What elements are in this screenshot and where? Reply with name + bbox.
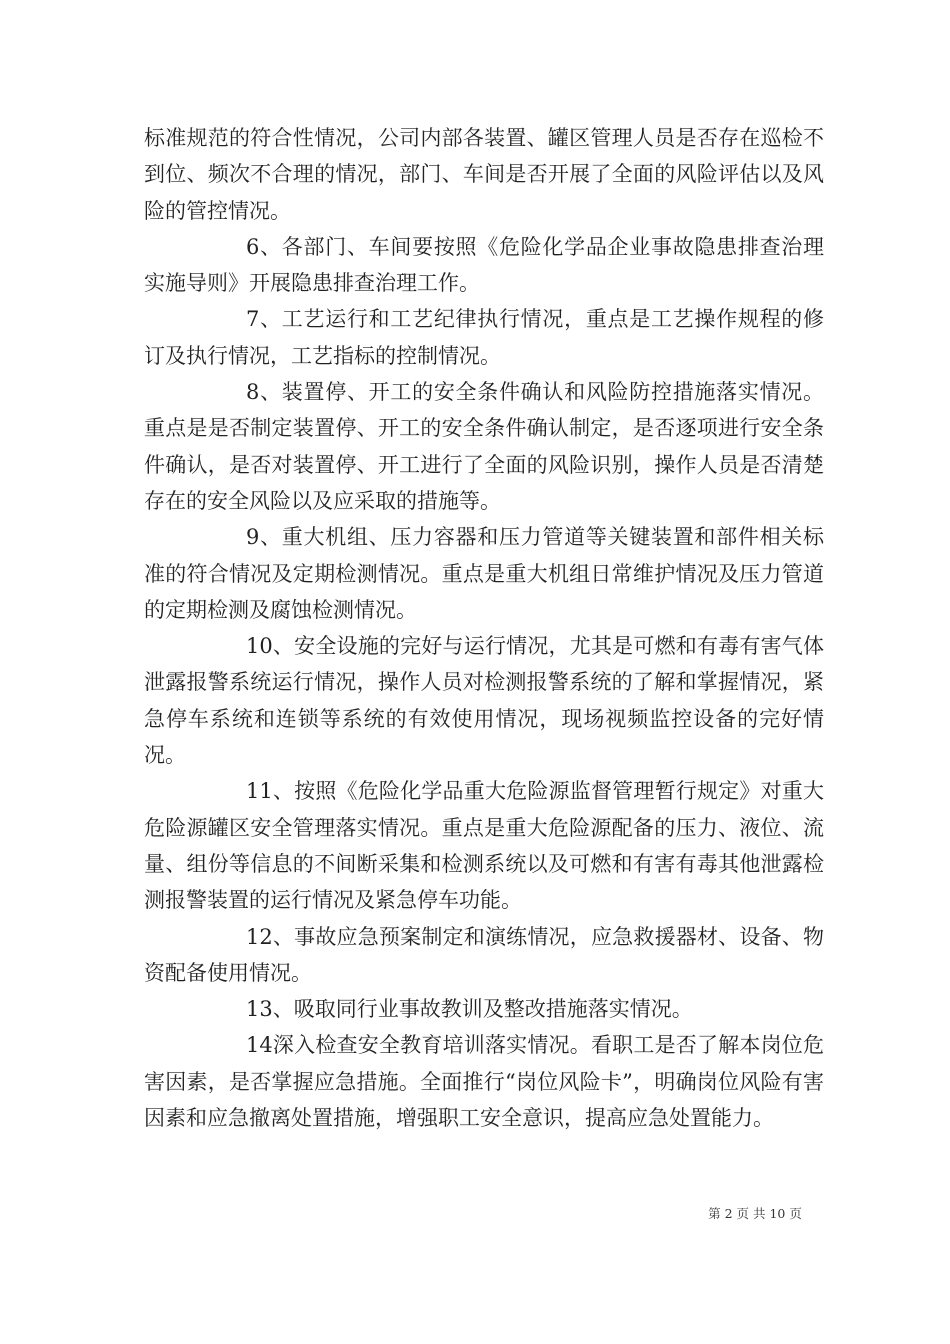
paragraph-item-12: 12、事故应急预案制定和演练情况，应急救援器材、设备、物资配备使用情况。 [144, 924, 824, 985]
paragraph-item-9: 9、重大机组、压力容器和压力管道等关键装置和部件相关标准的符合情况及定期检测情况。重点是重大机组日常维护情况及压力管道的定期检测及腐蚀检测情况。 [144, 525, 824, 622]
paragraph-item-6: 6、各部门、车间要按照《危险化学品企业事故隐患排查治理实施导则》开展隐患排查治理工作。 [144, 234, 824, 296]
paragraph-item-14: 14深入检查安全教育培训落实情况。看职工是否了解本岗位危害因素，是否掌握应急措施。全面推行“岗位风险卡”，明确岗位风险有害因素和应急撤离处置措施，增强职工安全意识，提高应急处置能力。 [144, 1033, 824, 1131]
paragraph-item-11: 11、按照《危险化学品重大危险源监督管理暂行规定》对重大危险源罐区安全管理落实情况。重点是重大危险源配备的压力、液位、流量、组份等信息的不间断采集和检测系统以及可燃和有害有毒其他泄露检测报警装置的运行情况及紧急停车功能。 [144, 779, 824, 913]
page-number-footer: 第 2 页 共 10 页 [708, 1206, 802, 1221]
paragraph-item-10: 10、安全设施的完好与运行情况，尤其是可燃和有毒有害气体泄露报警系统运行情况，操作人员对检测报警系统的了解和掌握情况，紧急停车系统和连锁等系统的有效使用情况，现场视频监控设备的完好情况。 [144, 634, 824, 768]
paragraph-continuation: 标准规范的符合性情况，公司内部各装置、罐区管理人员是否存在巡检不到位、频次不合理的情况，部门、车间是否开展了全面的风险评估以及风险的管控情况。 [144, 126, 824, 223]
paragraph-item-7: 7、工艺运行和工艺纪律执行情况，重点是工艺操作规程的修订及执行情况，工艺指标的控制情况。 [144, 307, 824, 368]
paragraph-item-13: 13、吸取同行业事故教训及整改措施落实情况。 [246, 997, 693, 1022]
paragraph-item-8: 8、装置停、开工的安全条件确认和风险防控措施落实情况。重点是是否制定装置停、开工的安全条件确认制定，是否逐项进行安全条件确认，是否对装置停、开工进行了全面的风险识别，操作人员是否清楚存在的安全风险以及应采取的措施等。 [144, 380, 824, 513]
document-body [144, 120, 824, 1136]
